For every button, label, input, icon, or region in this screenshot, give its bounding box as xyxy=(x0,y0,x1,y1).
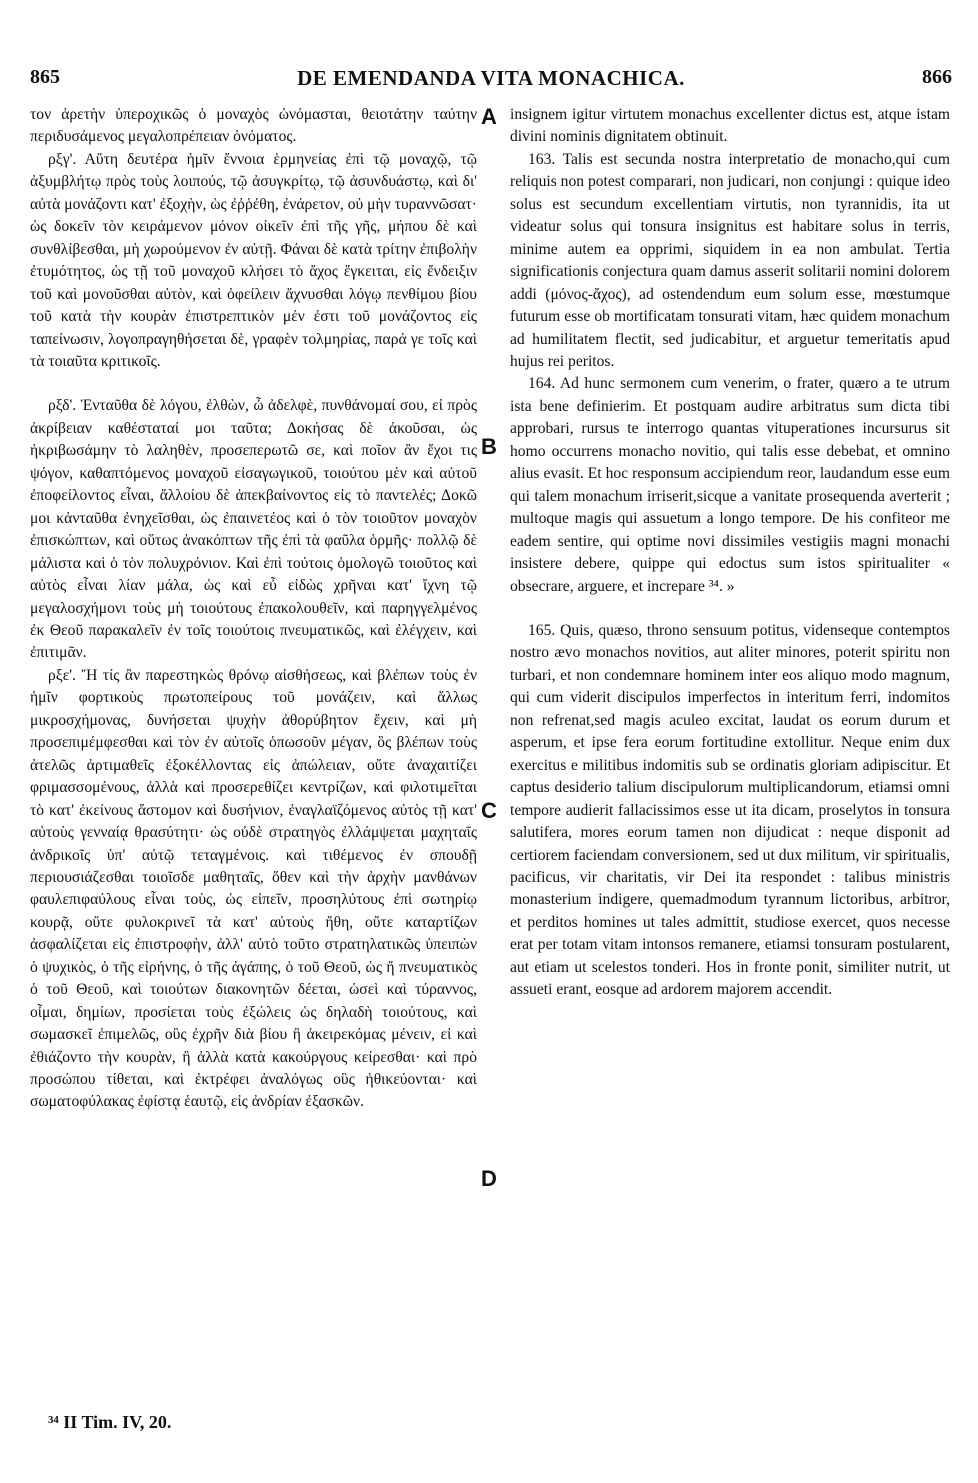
margin-marker-a: A xyxy=(481,104,497,129)
running-header xyxy=(30,66,952,96)
greek-paragraph-165: ρξε'. Ἤ τίς ἂν παρεστηκὼς θρόνῳ αἰσθήσεως, καὶ βλέπων τοὺς ἐν ἡμῖν φορτικοὺς πρωτοπείρους τοῦ μονάζειν, καὶ ἄλλως μικροσχήμονας, δυνήσεται ψυχὴν ἀθορύβητον ἔχειν, καὶ μὴ προσεπιμέμφεσθαι καὶ τὸν ἐν αὐτοῖς ὁπωσοῦν μέγαν, ὃς βλέπων τοὺς ἀτελῶς ἀρτιμαθεῖς ἐξοκέλλοντας εἰς ἀπώλειαν, οὔτε ἀναχαιτίζει φριμασσομένους, ἀλλὰ καὶ προσερεθίζει κεντρίζων, καὶ φιλοτιμεῖται τὸ κατ' ἐκείνους ἄστομον καὶ δυσήνιον, ἐναγλαϊζόμενος αὐτὸς τῇ κατ' αὐτοὺς γενναίᾳ θρασύτητι· ὡς οὐδὲ στρατηγὸς ἐλλάμψεται μαχηταῖς ἀνδρικοῖς ὑπ' αὐτῷ τεταγμένοις. καὶ τιθέμενος ἐν σπουδῇ περιουσιάζεσθαι τοιοῖσδε μαθηταῖς, ὅθεν καὶ τὴν ἀρχὴν μανθάνων φαυλεπιφαύλους εἶναι τοὺς, ὡς εἰπεῖν, προσηλύτους ἐπὶ σωτηρίῳ κουρᾷ, οὔτε φυλοκρινεῖ τὰ κατ' αὐτοὺς ἤθη, οὔτε καταρτίζων ἀσφαλίζεται εἰς ἐπιστροφὴν, ἀλλ' αὐτὸ τοῦτο στρατηλατικῶς ὑπειπὼν ὁ ψυχικὸς, ὁ τῆς εἰρήνης, ὁ τῆς ἀγάπης, ὁ τοῦ Θεοῦ, ὡς ἤ πνευματικὸς ὁ τοῦ Θεοῦ, καὶ τοιούτων διακονητῶν δέεται, ὡσεὶ καὶ τύραννος, οἶμαι, δημίων, προσίεται τοὺς ἐξώλεις ὡς δηλαδὴ τοιούτους, καὶ σωμασκεῖ ἐπιμελῶς, οὓς ἐχρῆν διὰ βίου ἢ ἀκειρεκόμας μένειν, εἰ καὶ ἐθιάζοντο τὴν κουρὰν, ἢ ἀλλὰ κατὰ κακούργους κείρεσθαι· καὶ πρὸ προσώπου τίθεται, καὶ ἐκτρέφει ἀναλόγως οὓς ἠθικεύονται· καὶ σωματοφύλακας ἐφίστᾳ ἑαυτῷ, εἰς ἀνδρίαν ἐξασκῶν. xyxy=(30,666,477,1111)
greek-paragraph-164: ρξδ'. Ἐνταῦθα δὲ λόγου, ἐλθὼν, ὦ ἀδελφὲ, πυνθάνομαί σου, εἰ πρὸς ἀκρίβειαν καθέσταταί μοι ταῦτα; Δοκήσας δὲ ἀκοῦσαι, ὡς ἠκριβωσάμην τὸ λαληθὲν, προσεπερωτῶ σε, καὶ ποῖον ἂν ἔχοι τις ψόγον, καθαπτόμενος μοναχοῦ εἰσαγωγικοῦ, τοιούτου μὲν καὶ αὐτοῦ ἐποφείλοντος εἶναι, ἄλλοίου δὲ ἀπεκβαίνοντος εἰς τὸ παντελές; Δοκῶ μοι κἀνταῦθα ἐνηχεῖσθαι, ὡς ἐπαινετέος καὶ ὁ τὸν τοιοῦτον μοναχὸν ἐπισκώπτων, καὶ οὕτως ἀνακόπτων τῆς ἐπὶ τὰ φαῦλα ὁρμῆς· πολλῷ δὲ μάλιστα καὶ ὁ τὸν πολυχρόνιον. Καὶ ἐπὶ τούτοις ὁμολογῶ τοιοῦτος καὶ αὐτὸς εἶναι λίαν μάλα, ὡς καὶ εὖ εἰδὼς χρῆναι κατ' ἴχνη τῷ μεγαλοσχήμονι τοὺς μὴ τοιούτους ἐπακολουθεῖν, καὶ παρηγγελμένος ἐκ Θεοῦ παρακαλεῖν ἐν τοῖς τοιούτοις πνευματικῶς, καὶ ἐλέγχειν, καὶ ἐπιτιμᾶν. xyxy=(30,397,477,662)
latin-paragraph-164: 164. Ad hunc sermonem cum venerim, o frater, quæro a te utrum ista bene definierim. Et postquam audire arbitratus sum dicta tibi approbari, rursus te interrogo quantas vituperationes incursurus sit homo occurrens monacho novitio, qui talis esse debebat, et omnino alius evasit. Et hoc responsum accipiendum reor, laudandum esse eum qui talem monachum irriserit,sicque a vanitate prosequenda averterit ; multoque magis qui assuetum a longo tempore. De his confiteor me eadem sentire, qui optime novi dissimiles vestigiis magni monachi insistere debere, quippe qui edoctus sum istos spiritualiter « obsecrare, arguere, et increpare ³⁴. » xyxy=(510,375,950,595)
page-number-right: 866 xyxy=(922,66,952,88)
margin-marker-c: C xyxy=(481,798,497,823)
greek-paragraph-0: τον ἀρετὴν ὑπεροχικῶς ὁ μοναχὸς ὠνόμασται, θειοτάτην ταύτην περιδυσάμενος μεγαλοπρέπειαν ὀνόματος. xyxy=(30,106,477,146)
margin-marker-b: B xyxy=(481,434,497,459)
footnote: ³⁴ II Tim. IV, 20. xyxy=(48,1412,172,1432)
latin-paragraph-163: 163. Talis est secunda nostra interpretatio de monacho,qui cum reliquis non potest comparari, non judicari, non conjungi : quique ideo solus est secundum excellentiam virtutis, non tyrannidis, ita ut videatur solus qui tonsura insignitus est habitare solus in terris, minime autem ea opprimi, siquidem in ea non ambulat. Tertia significationis conjectura quam damus asserit solitarii nomini dolorem addi (μόνος-ἄχος), ad ostendendum eum solum esse, mœstumque futurum esse ob mortificatam tonsurati vitam, hæc quidem monachum ad humilitatem flectit, sed judicabitur, et arguetur temeritatis apud hujus rei peritos. xyxy=(510,150,950,370)
latin-paragraph-165: 165. Quis, quæso, throno sensuum potitus, videnseque contemptos nostro ævo monachos novitios, aut aliter minores, poterit spiritu non turbari, et non condemnare hominem inter eos aliquo modo magnum, qui cum viderit discipulos imperfectos in interitum ferri, indomitos non refrenat,sed magis aculeo excitat, laudat os eorum durum et asperum, et ipse fera eorum fortitudine extollitur. Neque enim dux exercitus e militibus indomitis sub se ordinatis gloriam adipiscitur. Et captus desiderio talium discipulorum multiplicandorum, etiamsi omni tempore audierit fallacissimos esse ut ita dicam, proselytos in tonsura salutifera, mores eorum tamen non dijudicat : neque disponit ad certiorem faciendam conversionem, sed ut dux militum, vir spiritualis, pacificus, vir charitatis, vir Dei ita respondet : talibus ministris monasterium indigere, quemadmodum tyrannum lictoribus, arbitror, et perditos homines ut tales admittit, studiose exercet, quos necesse erat per totam vitam intonsos remanere, etiamsi tonsuram postularent, aut etiam ut scelestos tonderi. Hos in fronte ponit, similiter nutrit, ut assueti erant, eosque ad ardorem majorem accendit. xyxy=(510,621,950,999)
latin-column xyxy=(510,104,950,1002)
margin-marker-d: D xyxy=(481,1166,497,1191)
greek-column xyxy=(30,104,477,1114)
page-number-left: 865 xyxy=(30,66,60,88)
page-title: DE EMENDANDA VITA MONACHICA. xyxy=(297,66,685,90)
greek-paragraph-163: ρξγ'. Αὕτη δευτέρα ἡμῖν ἔννοια ἑρμηνείας ἐπὶ τῷ μοναχῷ, τῷ ἀξυμβλήτῳ πρὸς τοὺς λοιπούς, τῷ ἀσυγκρίτῳ, τῷ ἀσυνδυάστῳ, καὶ δι' αὐτὰ μονάζοντι κατ' ἐξοχὴν, ὡς ἐῤῥέθη, ἐνάρετον, οὐ μὴν τυραννῶσατ· ὡς δοκεῖν τὸν κειράμενον μόνον οἰκεῖν ἐπὶ τῆς γῆς, μήπου δὲ καὶ συνθλίβεσθαι, μὴ χωρούμενον ἐν αὐτῇ. Φάναι δὲ κατὰ τρίτην ἐπιβολὴν ἐτυμότητος, ὡς τῇ τοῦ μοναχοῦ κλήσει τὸ ἄχος ἔγκειται, εἰς ἔνδειξιν τοῦ καὶ μονοῦσθαι αὐτὸν, καὶ ὀφείλειν ἄχνυσθαι λόγῳ πενθίμου βίου τοῦ κατὰ τὴν κουρὰν ἐπιστρεπτικὸν μέν ἐστι τοῦ μονάζοντος εἰς ταπείνωσιν, λογοπραγηθήσεται δὲ, γραφὲν τολμηρίας, παρά γε τοῖς καὶ τὰ τοιαῦτα κριτικοῖς. xyxy=(30,150,477,370)
latin-paragraph-0: insignem igitur virtutem monachus excellenter dictus est, atque istam divini nominis dignitatem obtinuit. xyxy=(510,106,950,146)
